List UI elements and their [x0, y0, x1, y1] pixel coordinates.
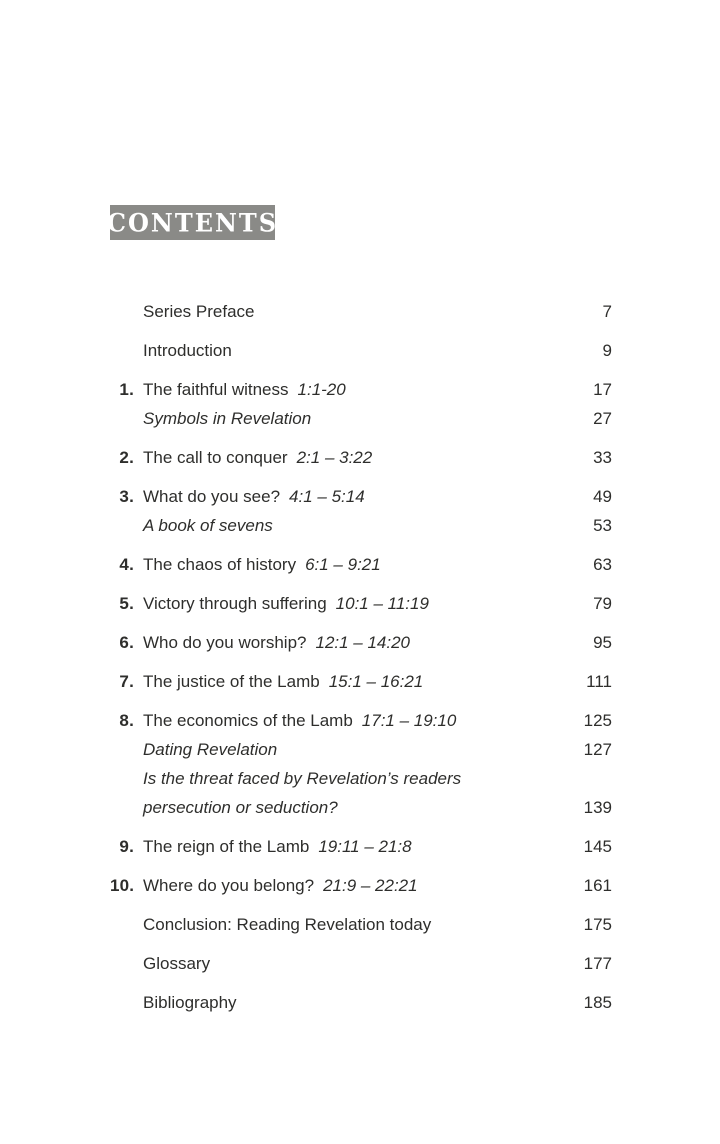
- page-number: 161: [583, 876, 612, 895]
- entry-title: [143, 632, 570, 653]
- entry-title-text: Is the threat faced by Revelation’s readers: [143, 769, 462, 788]
- page-number: 49: [593, 487, 612, 506]
- toc-entry-conclusion: [110, 914, 612, 935]
- scripture-reference: 17:1 – 19:10: [361, 711, 457, 730]
- scripture-reference: 21:9 – 22:21: [323, 876, 418, 895]
- entry-title: [143, 593, 570, 614]
- entry-title: [143, 914, 570, 935]
- page-number: 185: [583, 993, 612, 1012]
- entry-title-text: persecution or seduction?: [143, 798, 338, 817]
- chapter-number: 2.: [119, 448, 134, 467]
- page-number: 95: [593, 633, 612, 652]
- entry-title-text: What do you see?: [143, 487, 281, 506]
- toc-subentry-a-book-of-sevens: [110, 515, 612, 536]
- chapter-number: 3.: [119, 487, 134, 506]
- toc-entry-series-preface: [110, 301, 612, 322]
- entry-title-text: The reign of the Lamb: [143, 837, 310, 856]
- page-number: 127: [583, 740, 612, 759]
- entry-title: [143, 797, 570, 818]
- chapter-number: 6.: [119, 633, 134, 652]
- scripture-reference: 1:1-20: [297, 380, 346, 399]
- entry-title-text: Dating Revelation: [143, 740, 278, 759]
- page-number: 7: [602, 302, 612, 321]
- entry-title-text: The justice of the Lamb: [143, 672, 320, 691]
- entry-title: [143, 836, 570, 857]
- chapter-number: 8.: [119, 711, 134, 730]
- entry-title: [143, 953, 570, 974]
- contents-heading-box: [106, 205, 279, 240]
- entry-title-text: The call to conquer: [143, 448, 288, 467]
- page-number: 63: [593, 555, 612, 574]
- entry-title-text: Bibliography: [143, 993, 237, 1012]
- scripture-reference: 10:1 – 11:19: [335, 594, 429, 613]
- entry-title: [143, 710, 570, 731]
- page-number: 177: [583, 954, 612, 973]
- entry-title-text: A book of sevens: [143, 516, 273, 535]
- scripture-reference: 6:1 – 9:21: [305, 555, 381, 574]
- entry-title-text: Series Preface: [143, 302, 255, 321]
- page-number: 111: [586, 672, 612, 691]
- page-number: 175: [583, 915, 612, 934]
- entry-title: [143, 379, 570, 400]
- toc-entry-chapter-9: [110, 836, 612, 857]
- toc-entry-chapter-7: [110, 671, 612, 692]
- scripture-reference: 2:1 – 3:22: [296, 448, 373, 467]
- entry-title-text: Symbols in Revelation: [143, 409, 312, 428]
- page-number: 17: [593, 380, 612, 399]
- toc-entry-chapter-4: [110, 554, 612, 575]
- entry-title: [143, 486, 570, 507]
- table-of-contents: [110, 301, 612, 1013]
- toc-entry-bibliography: [110, 992, 612, 1013]
- page-number: 125: [583, 711, 612, 730]
- entry-title: [143, 671, 570, 692]
- toc-subentry-threat-line-1: [110, 768, 612, 789]
- chapter-number: 7.: [119, 672, 134, 691]
- page-number: 139: [583, 798, 612, 817]
- toc-entry-chapter-1: [110, 379, 612, 400]
- page-number: 27: [593, 409, 612, 428]
- entry-title-text: Glossary: [143, 954, 211, 973]
- scripture-reference: 4:1 – 5:14: [289, 487, 365, 506]
- toc-subentry-threat-line-2: [110, 797, 612, 818]
- toc-subentry-symbols-in-revelation: [110, 408, 612, 429]
- entry-title: [143, 340, 570, 361]
- toc-entry-glossary: [110, 953, 612, 974]
- page-number: 9: [602, 341, 612, 360]
- entry-title-text: The chaos of history: [143, 555, 297, 574]
- page-number: 33: [593, 448, 612, 467]
- entry-title: [143, 739, 570, 760]
- entry-title: [143, 768, 570, 789]
- entry-title-text: The economics of the Lamb: [143, 711, 353, 730]
- toc-entry-chapter-3: [110, 486, 612, 507]
- scripture-reference: 19:11 – 21:8: [318, 837, 412, 856]
- chapter-number: 4.: [119, 555, 134, 574]
- toc-entry-chapter-5: [110, 593, 612, 614]
- chapter-number: 5.: [119, 594, 134, 613]
- page-number: 145: [583, 837, 612, 856]
- entry-title: [143, 992, 570, 1013]
- chapter-number: 1.: [119, 380, 134, 399]
- toc-entry-chapter-6: [110, 632, 612, 653]
- toc-entry-chapter-8: [110, 710, 612, 731]
- entry-title: [143, 301, 570, 322]
- page-title: CONTENTS: [106, 207, 279, 238]
- entry-title-text: Who do you worship?: [143, 633, 307, 652]
- scripture-reference: 15:1 – 16:21: [328, 672, 424, 691]
- page-number: 53: [593, 516, 612, 535]
- entry-title-text: Where do you belong?: [143, 876, 315, 895]
- entry-title-text: Conclusion: Reading Revelation today: [143, 915, 432, 934]
- page-number: 79: [593, 594, 612, 613]
- entry-title-text: The faithful witness: [143, 380, 289, 399]
- entry-title: [143, 515, 570, 536]
- entry-title: [143, 447, 570, 468]
- toc-entry-chapter-10: [110, 875, 612, 896]
- entry-title-text: Introduction: [143, 341, 232, 360]
- toc-subentry-dating-revelation: [110, 739, 612, 760]
- entry-title: [143, 554, 570, 575]
- scripture-reference: 12:1 – 14:20: [315, 633, 411, 652]
- toc-entry-introduction: [110, 340, 612, 361]
- chapter-number: 10.: [110, 876, 135, 895]
- chapter-number: 9.: [119, 837, 134, 856]
- entry-title: [143, 875, 570, 896]
- toc-entry-chapter-2: [110, 447, 612, 468]
- entry-title: [143, 408, 570, 429]
- entry-title-text: Victory through suffering: [143, 594, 327, 613]
